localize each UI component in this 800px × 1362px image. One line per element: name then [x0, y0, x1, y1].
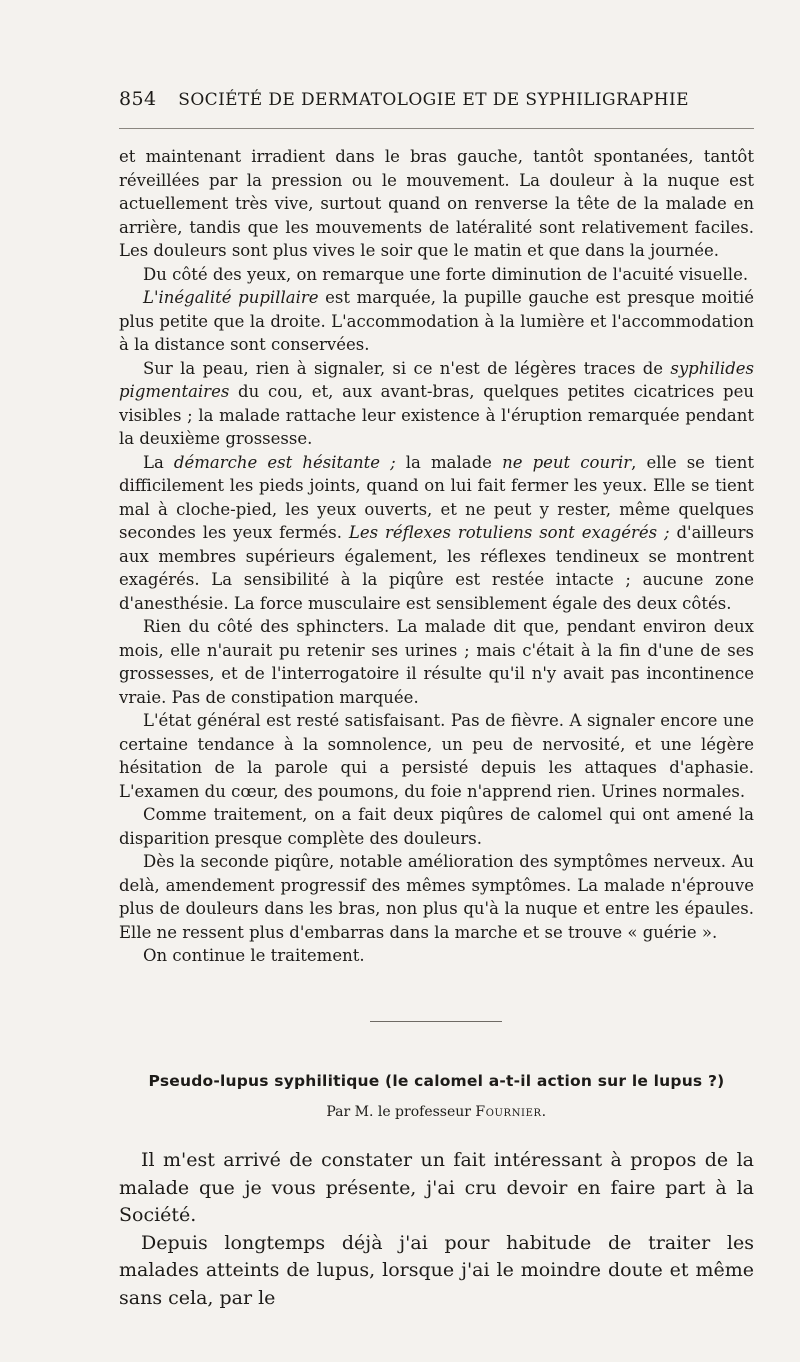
article-title: Pseudo-lupus syphilitique (le calomel a-t-il action sur le lupus ?) [148, 1072, 725, 1090]
header-rule [119, 128, 754, 129]
emphasis: syphilides pigmentaires [119, 358, 754, 401]
byline-prefix: Par M. le professeur [326, 1104, 476, 1120]
text-run: la malade [395, 452, 503, 472]
paragraph [119, 357, 754, 451]
paragraph [119, 286, 754, 357]
emphasis: L'inégalité pupillaire [143, 288, 319, 307]
paragraph: Du côté des yeux, on remarque une forte diminution de l'acuité visuelle. [143, 264, 749, 284]
running-header [119, 88, 754, 110]
text-run: Sur la peau, rien à signaler, si ce n'est de légères traces de [143, 358, 671, 378]
page-number: 854 [119, 88, 157, 110]
paragraph: et maintenant irradient dans le bras gauche, tantôt spontanées, tantôt réveillées par la pression ou le mouvement. La douleur à la nuque est actuellement très vive, surtout quand on renverse la tête de la malade en arrière, tandis que les mouvements de latéralité sont relativement faciles. Les douleurs sont plus vives le soir que le matin et que dans la journée. [119, 147, 754, 260]
paragraph: On continue le traitement. [143, 946, 365, 965]
paragraph: Il m'est arrivé de constater un fait intéressant à propos de la malade que je vous présente, j'ai cru devoir en faire part à la Société. [119, 1149, 754, 1226]
text-run: d'ailleurs aux membres supérieurs également, les réflexes tendineux se montrent exagérés. La sensibilité à la piqûre est restée intacte ; aucune zone d'anesthésie. La force musculaire est sensiblement égale des deux côtés. [119, 523, 755, 613]
paragraph: Rien du côté des sphincters. La malade dit que, pendant environ deux mois, elle n'aurait pu retenir ses urines ; mais c'était à la fin d'une de ses grossesses, et de l'interrogatoire il résulte qu'il n'y avait pas incontinence vraie. Pas de constipation marquée. [119, 617, 754, 707]
text-run: du cou, et, aux avant-bras, quelques petites cicatrices peu visibles ; la malade rattache leur existence à l'éruption remarquée pendant la deuxième grossesse. [119, 382, 754, 448]
running-title: SOCIÉTÉ DE DERMATOLOGIE ET DE SYPHILIGRAPHIE [178, 90, 689, 110]
paragraph: Comme traitement, on a fait deux piqûres de calomel qui ont amené la disparition presque complète des douleurs. [119, 805, 754, 848]
byline [119, 1104, 754, 1120]
text-run: est marquée, la pupille gauche est presque moitié plus petite que la droite. L'accommodation à la lumière et l'accommodation à la distance sont conservées. [119, 288, 754, 354]
text-run: La [143, 452, 174, 472]
emphasis: Les réflexes rotuliens sont exagérés ; [348, 523, 670, 542]
author-name: Fournier. [475, 1104, 547, 1120]
emphasis: démarche est hésitante ; [173, 452, 396, 472]
paragraph [119, 451, 754, 616]
section-divider [370, 1021, 502, 1022]
paragraph: Dès la seconde piqûre, notable amélioration des symptômes nerveux. Au delà, amendement progressif des mêmes symptômes. La malade n'éprouve plus de douleurs dans les bras, non plus qu'à la nuque et entre les épaules. Elle ne ressent plus d'embarras dans la marche et se trouve « guérie ». [119, 852, 754, 942]
article-text [119, 1147, 754, 1312]
case-report-text [119, 145, 754, 968]
text-run: , elle se tient difficilement les pieds joints, quand on lui fait fermer les yeux. Elle se tient mal à cloche-pied, les yeux ouverts, et ne peut y rester, même quelques secondes les yeux fermés. [119, 452, 754, 542]
emphasis: ne peut courir [502, 452, 632, 472]
paragraph: Depuis longtemps déjà j'ai pour habitude de traiter les malades atteints de lupus, lorsque j'ai le moindre doute et même sans cela, par le [119, 1231, 754, 1309]
paragraph: L'état général est resté satisfaisant. Pas de fièvre. A signaler encore une certaine tendance à la somnolence, un peu de nervosité, et une légère hésitation de la parole qui a persisté depuis les attaques d'aphasie. L'examen du cœur, des poumons, du foie n'apprend rien. Urines normales. [119, 711, 754, 801]
